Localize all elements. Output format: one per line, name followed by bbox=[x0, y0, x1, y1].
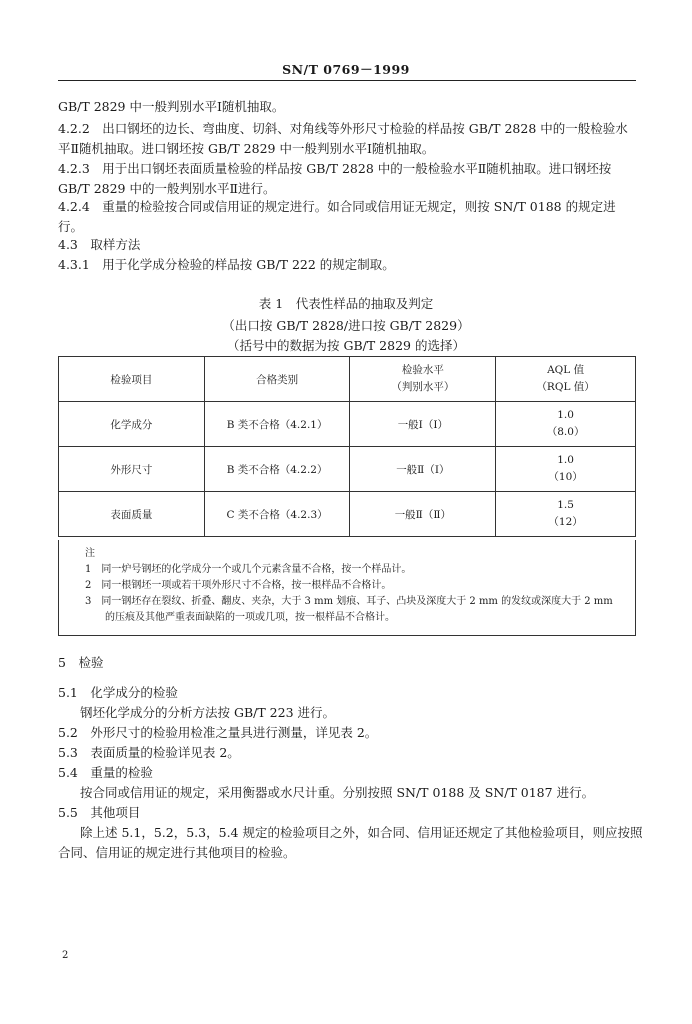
row-level: 一般Ⅰ（Ⅰ） bbox=[350, 402, 496, 447]
table-row bbox=[59, 402, 636, 447]
section-5-1-heading: 5.1 化学成分的检验 bbox=[58, 685, 178, 700]
para-4-2-3-line2: GB/T 2829 中的一般判别水平Ⅱ进行。 bbox=[58, 181, 276, 196]
row-rql-value: （12） bbox=[548, 516, 583, 528]
header-category: 合格类别 bbox=[204, 357, 350, 402]
sampling-table bbox=[58, 356, 636, 537]
para-4-2-4-line2: 行。 bbox=[58, 219, 84, 234]
table-caption: 表 1 代表性样品的抽取及判定 bbox=[258, 296, 434, 311]
table-subcaption-1: （出口按 GB/T 2828/进口按 GB/T 2829） bbox=[222, 318, 470, 333]
para-4-2-2-line1: 4.2.2 出口钢坯的边长、弯曲度、切斜、对角线等外形尺寸检验的样品按 GB/T 2828 中的一般检验水 bbox=[58, 121, 628, 136]
header-aql-line1: AQL 值 bbox=[547, 364, 585, 376]
row-aql-value: 1.5 bbox=[557, 499, 574, 511]
para-gb2829-continuation: GB/T 2829 中一般判别水平Ⅰ随机抽取。 bbox=[58, 99, 285, 114]
section-5-4-heading: 5.4 重量的检验 bbox=[58, 765, 153, 780]
para-4-2-4-line1: 4.2.4 重量的检验按合同或信用证的规定进行。如合同或信用证无规定，则按 SN/T 0188 的规定进 bbox=[58, 199, 616, 214]
section-5-1-body: 钢坯化学成分的分析方法按 GB/T 223 进行。 bbox=[80, 705, 335, 720]
row-level: 一般Ⅱ（Ⅱ） bbox=[350, 492, 496, 537]
standard-number-header: SN/T 0769－1999 bbox=[282, 62, 410, 77]
header-aql bbox=[496, 357, 636, 402]
row-item: 表面质量 bbox=[59, 492, 205, 537]
row-aql bbox=[496, 447, 636, 492]
section-5-4-body: 按合同或信用证的规定，采用衡器或水尺计重。分别按照 SN/T 0188 及 SN/T 0187 进行。 bbox=[80, 785, 595, 800]
row-rql-value: （10） bbox=[548, 471, 583, 483]
note-3-line2: 的压痕及其他严重表面缺陷的一项或几项，按一根样品不合格计。 bbox=[105, 612, 395, 623]
row-item: 化学成分 bbox=[59, 402, 205, 447]
para-4-2-2-line2: 平Ⅱ随机抽取。进口钢坯按 GB/T 2829 中一般判别水平Ⅰ随机抽取。 bbox=[58, 141, 435, 156]
table-header-row bbox=[59, 357, 636, 402]
row-category: B 类不合格（4.2.2） bbox=[204, 447, 350, 492]
row-category: C 类不合格（4.2.3） bbox=[204, 492, 350, 537]
section-5-3: 5.3 表面质量的检验详见表 2。 bbox=[58, 745, 240, 760]
header-rule bbox=[58, 80, 636, 81]
note-2: 2 同一根钢坯一项或若干项外形尺寸不合格，按一根样品不合格计。 bbox=[85, 580, 392, 591]
para-4-2-3-line1: 4.2.3 用于出口钢坯表面质量检验的样品按 GB/T 2828 中的一般检验水平Ⅱ随机抽取。进口钢坯按 bbox=[58, 161, 612, 176]
table-notes bbox=[58, 540, 636, 636]
note-1: 1 同一炉号钢坯的化学成分一个或几个元素含量不合格，按一个样品计。 bbox=[85, 564, 412, 575]
header-level-line2: （判别水平） bbox=[391, 381, 455, 393]
row-aql-value: 1.0 bbox=[557, 454, 574, 466]
row-level: 一般Ⅱ（Ⅰ） bbox=[350, 447, 496, 492]
row-aql bbox=[496, 402, 636, 447]
section-5-2: 5.2 外形尺寸的检验用检准之量具进行测量，详见表 2。 bbox=[58, 725, 378, 740]
table-subcaption-2: （括号中的数据为按 GB/T 2829 的选择） bbox=[227, 338, 465, 353]
row-category: B 类不合格（4.2.1） bbox=[204, 402, 350, 447]
row-item: 外形尺寸 bbox=[59, 447, 205, 492]
row-rql-value: （8.0） bbox=[546, 426, 585, 438]
note-3-line1: 3 同一钢坯存在裂纹、折叠、翻皮、夹杂，大于 3 mm 划痕、耳子、凸块及深度大于 2 mm 的发纹或深度大于 2 mm bbox=[85, 596, 613, 607]
table-row bbox=[59, 447, 636, 492]
page-number: 2 bbox=[62, 950, 69, 961]
section-5-5-body-line1: 除上述 5.1，5.2，5.3，5.4 规定的检验项目之外，如合同、信用证还规定了其他检验项目，则应按照 bbox=[80, 825, 643, 840]
header-item: 检验项目 bbox=[59, 357, 205, 402]
header-aql-line2: （RQL 值） bbox=[536, 381, 595, 393]
section-5-5-heading: 5.5 其他项目 bbox=[58, 805, 141, 820]
section-5-heading: 5 检验 bbox=[58, 655, 104, 670]
row-aql bbox=[496, 492, 636, 537]
section-5-5-body-line2: 合同、信用证的规定进行其他项目的检验。 bbox=[58, 845, 296, 860]
para-4-3-1: 4.3.1 用于化学成分检验的样品按 GB/T 222 的规定制取。 bbox=[58, 257, 395, 272]
header-level-line1: 检验水平 bbox=[401, 364, 444, 376]
table-row bbox=[59, 492, 636, 537]
row-aql-value: 1.0 bbox=[557, 409, 574, 421]
notes-label: 注 bbox=[85, 548, 95, 559]
header-level bbox=[350, 357, 496, 402]
section-4-3-heading: 4.3 取样方法 bbox=[58, 237, 141, 252]
